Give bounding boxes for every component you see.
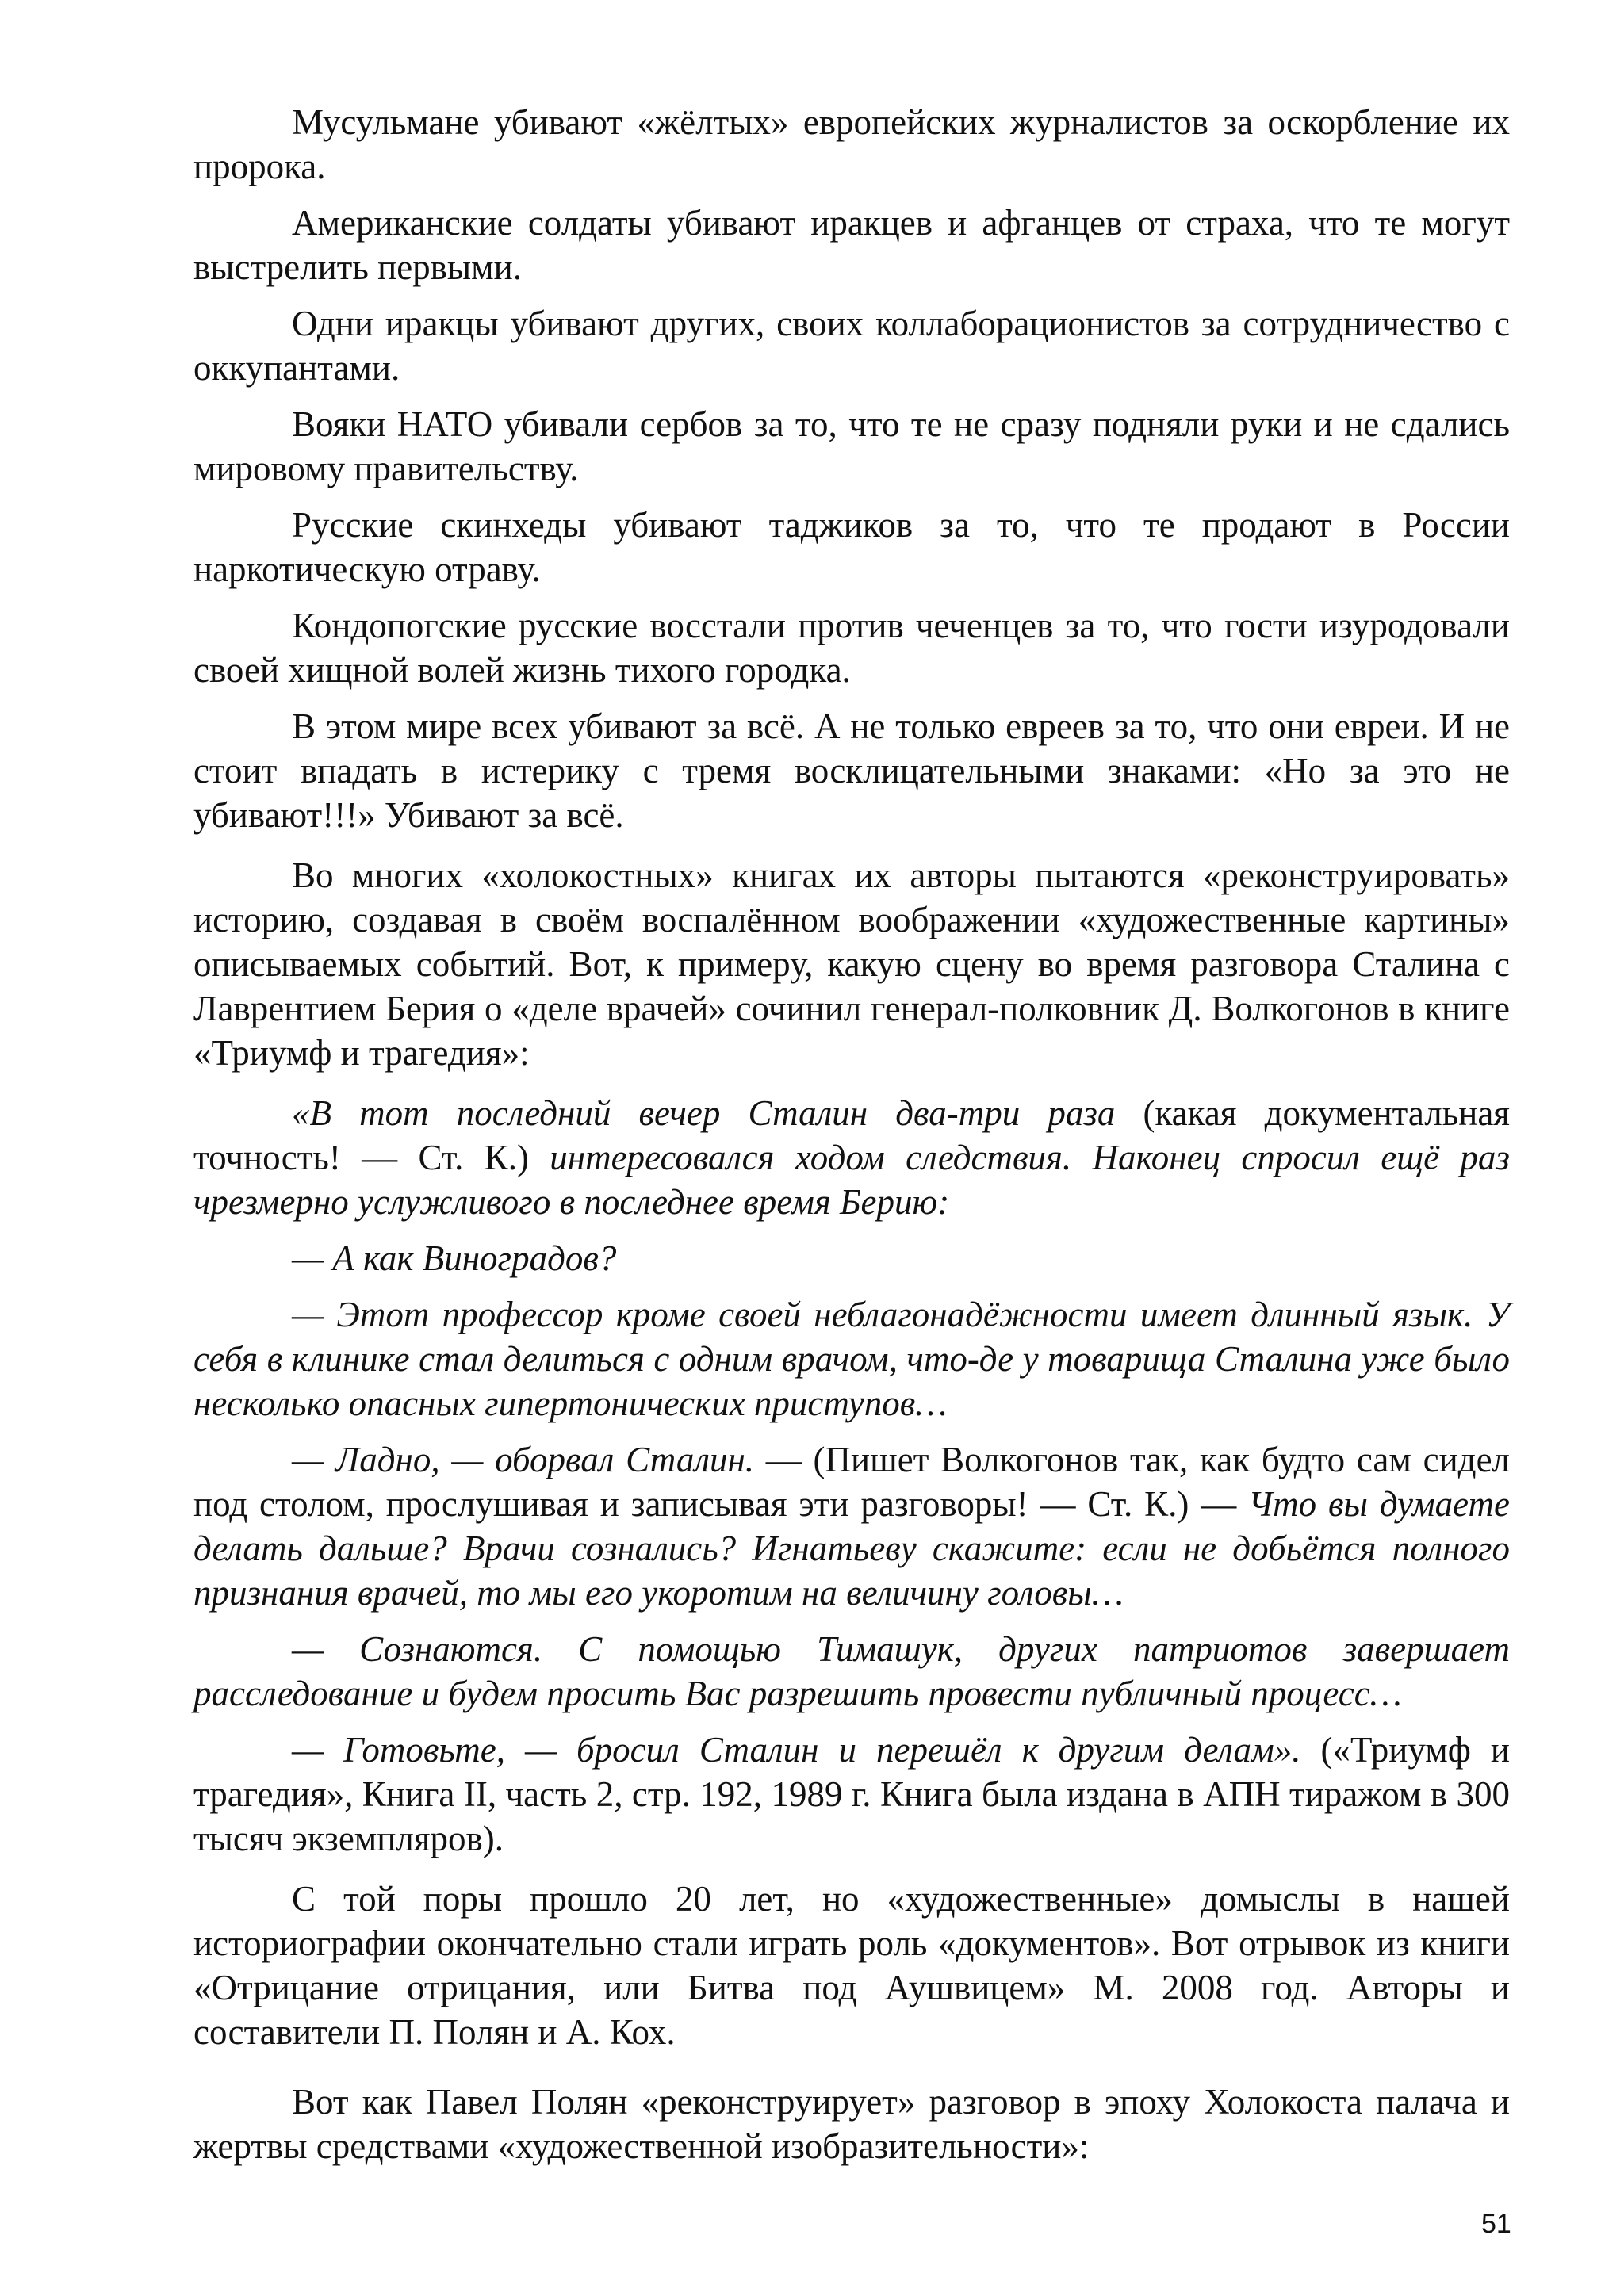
paragraph: Вот как Павел Полян «реконструирует» разговор в эпоху Холокоста палача и жертвы средствами «художественной изобразительности»: bbox=[193, 2082, 1510, 2166]
paragraph: Вояки НАТО убивали сербов за то, что те не сразу подняли руки и не сдались мировому правительству. bbox=[193, 404, 1510, 488]
quote-paragraph: — Этот профессор кроме своей неблагонадёжности имеет длинный язык. У себя в клинике стал делиться с одним врачом, что-де у товарища Сталина уже было несколько опасных гипертонических приступов… bbox=[193, 1295, 1510, 1423]
page-number: 51 bbox=[1481, 2209, 1511, 2239]
paragraph: Русские скинхеды убивают таджиков за то, что те продают в России наркотическую отраву. bbox=[193, 505, 1510, 589]
author-comment: — (Пишет Волкогонов так, как будто сам сидел под столом, прослушивая и записывая эти разговоры! — Ст. К.) — bbox=[193, 1440, 1510, 1524]
quote-text: «В тот последний вечер Сталин два-три раза bbox=[292, 1093, 1116, 1133]
document-body bbox=[193, 100, 1510, 2180]
paragraph: Во многих «холокостных» книгах их авторы пытаются «реконструировать» историю, создавая в своём воспалённом воображении «художественные картины» описываемых событий. Вот, к примеру, какую сцену во время разговора Сталина с Лаврентием Берия о «деле врачей» сочинил генерал-полковник Д. Волкогонов в книге «Триумф и трагедия»: bbox=[193, 855, 1510, 1073]
quote-text: Что вы думаете делать дальше? Врачи сознались? Игнатьеву скажите: если не добьётся полного признания врачей, то мы его укоротим на величину головы… bbox=[193, 1484, 1510, 1613]
paragraph: С той поры прошло 20 лет, но «художественные» домыслы в нашей историографии окончательно стали играть роль «документов». Вот отрывок из книги «Отрицание отрицания, или Битва под Аушвицем» М. 2008 год. Авторы и составители П. Полян и А. Кох. bbox=[193, 1879, 1510, 2052]
paragraph: Одни иракцы убивают других, своих коллаборационистов за сотрудничество с оккупантами. bbox=[193, 304, 1510, 388]
quote-text: интересовался ходом следствия. Наконец спросил ещё раз чрезмерно услужливого в последнее время Берию: bbox=[193, 1138, 1510, 1222]
quote-paragraph: — А как Виноградов? bbox=[292, 1238, 617, 1278]
quote-text: — Готовьте, — бросил Сталин и перешёл к другим делам». bbox=[292, 1730, 1301, 1770]
paragraph: Американские солдаты убивают иракцев и афганцев от страха, что те могут выстрелить первыми. bbox=[193, 203, 1510, 287]
paragraph: В этом мире всех убивают за всё. А не только евреев за то, что они евреи. И не стоит впадать в истерику с тремя восклицательными знаками: «Но за это не убивают!!!» Убивают за всё. bbox=[193, 706, 1510, 835]
paragraph: Мусульмане убивают «жёлтых» европейских журналистов за оскорбление их пророка. bbox=[193, 102, 1510, 186]
quote-paragraph bbox=[193, 1437, 1510, 1615]
quote-text: — Ладно, — оборвал Сталин. bbox=[292, 1440, 755, 1479]
quote-paragraph bbox=[193, 1091, 1510, 1224]
author-comment: (какая документальная точность! — Ст. К.) bbox=[193, 1093, 1510, 1177]
citation: («Триумф и трагедия», Книга II, часть 2, стр. 192, 1989 г. Книга была издана в АПН тиражом в 300 тысяч экземпляров). bbox=[193, 1730, 1510, 1858]
paragraph: Кондопогские русские восстали против чеченцев за то, что гости изуродовали своей хищной волей жизнь тихого городка. bbox=[193, 606, 1510, 690]
quote-paragraph: — Сознаются. С помощью Тимашук, других патриотов завершает расследование и будем просить Вас разрешить провести публичный процесс… bbox=[193, 1629, 1510, 1713]
quote-paragraph bbox=[193, 1728, 1510, 1861]
